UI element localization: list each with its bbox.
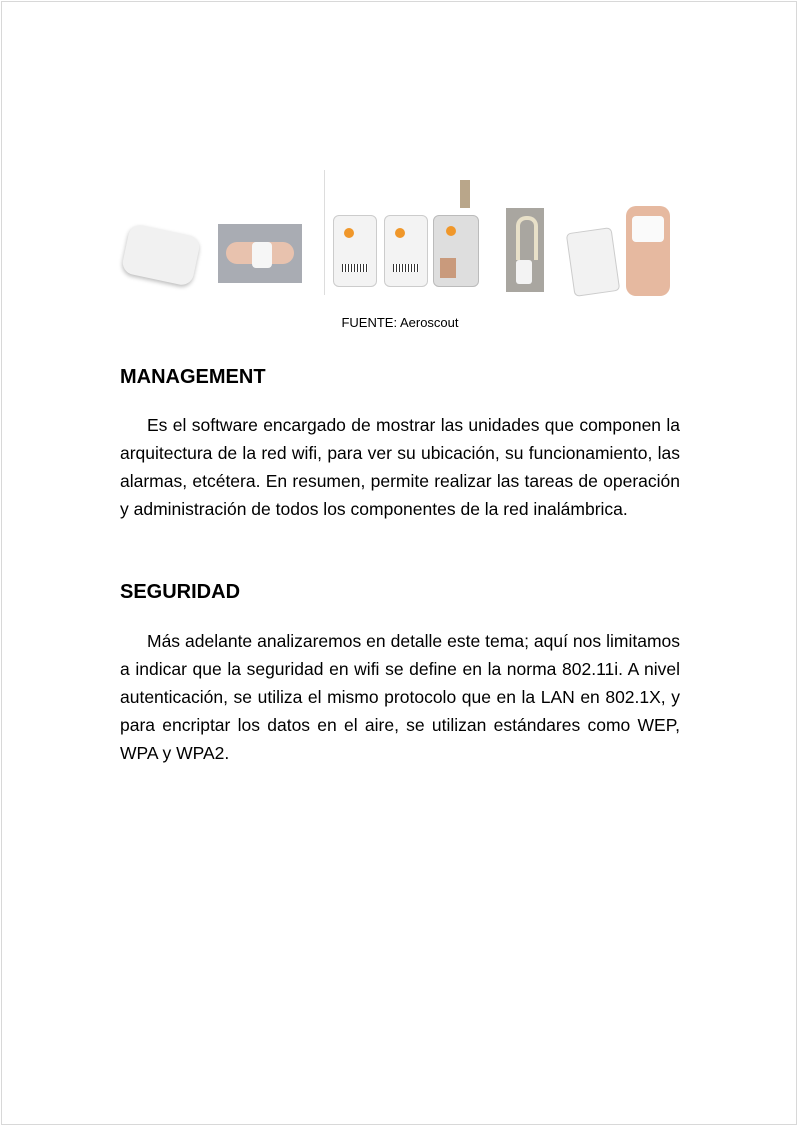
figure-divider [324, 170, 325, 295]
id-badge-tag-image [433, 215, 479, 287]
management-paragraph: Es el software encargado de mostrar las unidades que componen la arquitectura de la red wifi, para ver su ubicación, su funcionamiento, las alarmas, etcétera. En resumen, permite realizar las tareas de operación y administración de todos los componentes de la red inalámbrica. [120, 415, 680, 519]
wrist-tag-image [626, 206, 670, 296]
badge-tag-image [384, 215, 428, 287]
hook-tag-image [506, 208, 544, 292]
badge-tag-image [333, 215, 377, 287]
figure-caption: FUENTE: Aeroscout [341, 315, 459, 330]
section-heading-seguridad: SEGURIDAD [120, 581, 241, 603]
hand-holding-tag-image [218, 224, 302, 283]
tag-device-image [121, 223, 202, 287]
clip-tag-image [566, 227, 620, 297]
badge-clip-icon [460, 180, 470, 208]
seguridad-paragraph: Más adelante analizaremos en detalle este tema; aquí nos limitamos a indicar que la seguridad en wifi se define en la norma 802.11i. A nivel autenticación, se utiliza el mismo protocolo que en la LAN en 802.1X, y para encriptar los datos en el aire, se utilizan estándares como WEP, WPA y WPA2. [120, 631, 680, 763]
section-heading-management: MANAGEMENT [120, 366, 266, 388]
aeroscout-devices-figure [120, 170, 680, 300]
